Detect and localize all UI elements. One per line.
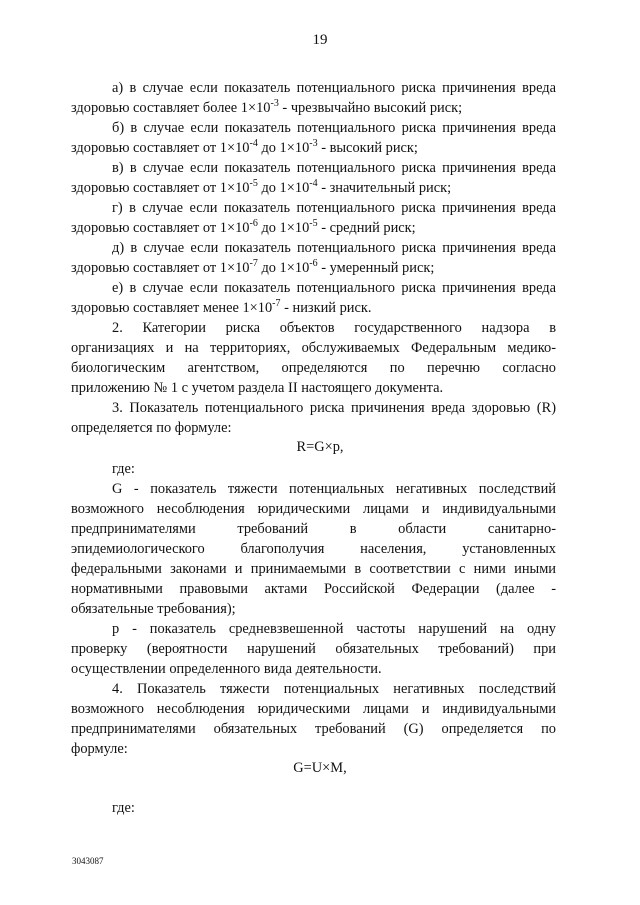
text-line [71, 358, 556, 378]
text-fragment: в) в случае если показатель потенциального риска причинения вреда [112, 160, 556, 176]
text-fragment: формуле: [71, 741, 128, 757]
text-fragment: здоровью составляет от 1×10 [71, 220, 250, 236]
text-line [112, 238, 556, 258]
text-fragment: G=U×M, [293, 760, 347, 776]
text-fragment: биологическим агентством, определяются по перечню согласно [71, 360, 556, 376]
text-line [71, 519, 556, 539]
text-fragment: где: [112, 461, 135, 477]
exponent: -4 [309, 178, 318, 189]
text-fragment: здоровью составляет более 1×10 [71, 100, 271, 116]
text-line [71, 218, 556, 238]
text-fragment: до 1×10 [257, 180, 310, 196]
text-fragment: здоровью составляет менее 1×10 [71, 300, 273, 316]
text-fragment: 2. Категории риска объектов государственного надзора в [112, 320, 556, 336]
text-fragment: федеральными законами и принимаемыми в соответствии с ними иными [71, 561, 556, 577]
text-line [112, 679, 556, 699]
exponent: -7 [249, 258, 258, 269]
text-fragment: 4. Показатель тяжести потенциальных негативных последствий [112, 681, 556, 697]
text-line [112, 479, 556, 499]
text-line [71, 559, 556, 579]
text-fragment: 3. Показатель потенциального риска причинения вреда здоровью (R) [112, 400, 556, 416]
text-fragment: е) в случае если показатель потенциального риска причинения вреда [112, 280, 556, 296]
text-line [112, 398, 556, 418]
text-fragment: здоровью составляет от 1×10 [71, 260, 250, 276]
text-fragment: - умеренный риск; [317, 260, 435, 276]
text-line [71, 659, 556, 679]
text-fragment: приложению № 1 с учетом раздела II настоящего документа. [71, 380, 444, 396]
text-fragment: - высокий риск; [317, 140, 418, 156]
text-line [112, 318, 556, 338]
text-line [71, 699, 556, 719]
text-line [112, 619, 556, 639]
text-fragment: а) в случае если показатель потенциального риска причинения вреда [112, 80, 556, 96]
text-line [0, 758, 640, 778]
exponent: -6 [249, 218, 258, 229]
text-fragment: возможного несоблюдения юридическими лицами и индивидуальными [71, 701, 556, 717]
text-line [71, 739, 556, 759]
text-fragment: б) в случае если показатель потенциального риска причинения вреда [112, 120, 556, 136]
text-line [112, 158, 556, 178]
footer-code: 3043087 [72, 856, 104, 866]
text-fragment: обязательные требования); [71, 601, 236, 617]
text-fragment: проверку (вероятности нарушений обязательных требований) при [71, 641, 556, 657]
text-fragment: предпринимателями требований в области санитарно- [71, 521, 556, 537]
text-fragment: p - показатель средневзвешенной частоты нарушений на одну [112, 621, 556, 637]
text-fragment: где: [112, 800, 135, 816]
exponent: -4 [249, 138, 258, 149]
text-line [112, 278, 556, 298]
exponent: -3 [309, 138, 318, 149]
text-line [71, 539, 556, 559]
text-line [71, 138, 556, 158]
text-fragment: - чрезвычайно высокий риск; [278, 100, 463, 116]
text-fragment: организациях и на территориях, обслуживаемых Федеральным медико- [71, 340, 556, 356]
text-line [71, 579, 556, 599]
text-fragment: осуществлении определенного вида деятельности. [71, 661, 382, 677]
text-line [112, 118, 556, 138]
text-fragment: до 1×10 [257, 220, 310, 236]
text-line [112, 798, 556, 818]
text-line [71, 418, 556, 438]
exponent: -6 [309, 258, 318, 269]
text-line [71, 338, 556, 358]
text-line [0, 437, 640, 457]
text-fragment: - низкий риск. [280, 300, 372, 316]
text-line [71, 98, 556, 118]
text-fragment: - средний риск; [317, 220, 416, 236]
text-fragment: здоровью составляет от 1×10 [71, 180, 250, 196]
text-fragment: эпидемиологического благополучия населения, установленных [71, 541, 556, 557]
page-number: 19 [312, 32, 328, 48]
text-fragment: г) в случае если показатель потенциального риска причинения вреда [112, 200, 556, 216]
text-line [112, 78, 556, 98]
text-fragment: нормативными правовыми актами Российской Федерации (далее - [71, 581, 556, 597]
text-line [112, 459, 556, 479]
text-line [71, 178, 556, 198]
text-fragment: R=G×p, [296, 439, 344, 455]
exponent: -3 [270, 98, 279, 109]
text-fragment: здоровью составляет от 1×10 [71, 140, 250, 156]
exponent: -5 [309, 218, 318, 229]
text-line [71, 378, 556, 398]
text-line [112, 198, 556, 218]
text-line [71, 499, 556, 519]
text-line [71, 599, 556, 619]
text-fragment: определяется по формуле: [71, 420, 232, 436]
text-line [71, 298, 556, 318]
text-fragment: G - показатель тяжести потенциальных негативных последствий [112, 481, 556, 497]
exponent: -5 [249, 178, 258, 189]
text-fragment: возможного несоблюдения юридическими лицами и индивидуальными [71, 501, 556, 517]
exponent: -7 [272, 298, 281, 309]
text-fragment: до 1×10 [257, 260, 310, 276]
text-line [71, 258, 556, 278]
text-line [71, 639, 556, 659]
text-line [71, 719, 556, 739]
text-fragment: д) в случае если показатель потенциального риска причинения вреда [112, 240, 556, 256]
text-fragment: до 1×10 [257, 140, 310, 156]
text-fragment: - значительный риск; [317, 180, 452, 196]
text-fragment: предпринимателями обязательных требований (G) определяется по [71, 721, 556, 737]
